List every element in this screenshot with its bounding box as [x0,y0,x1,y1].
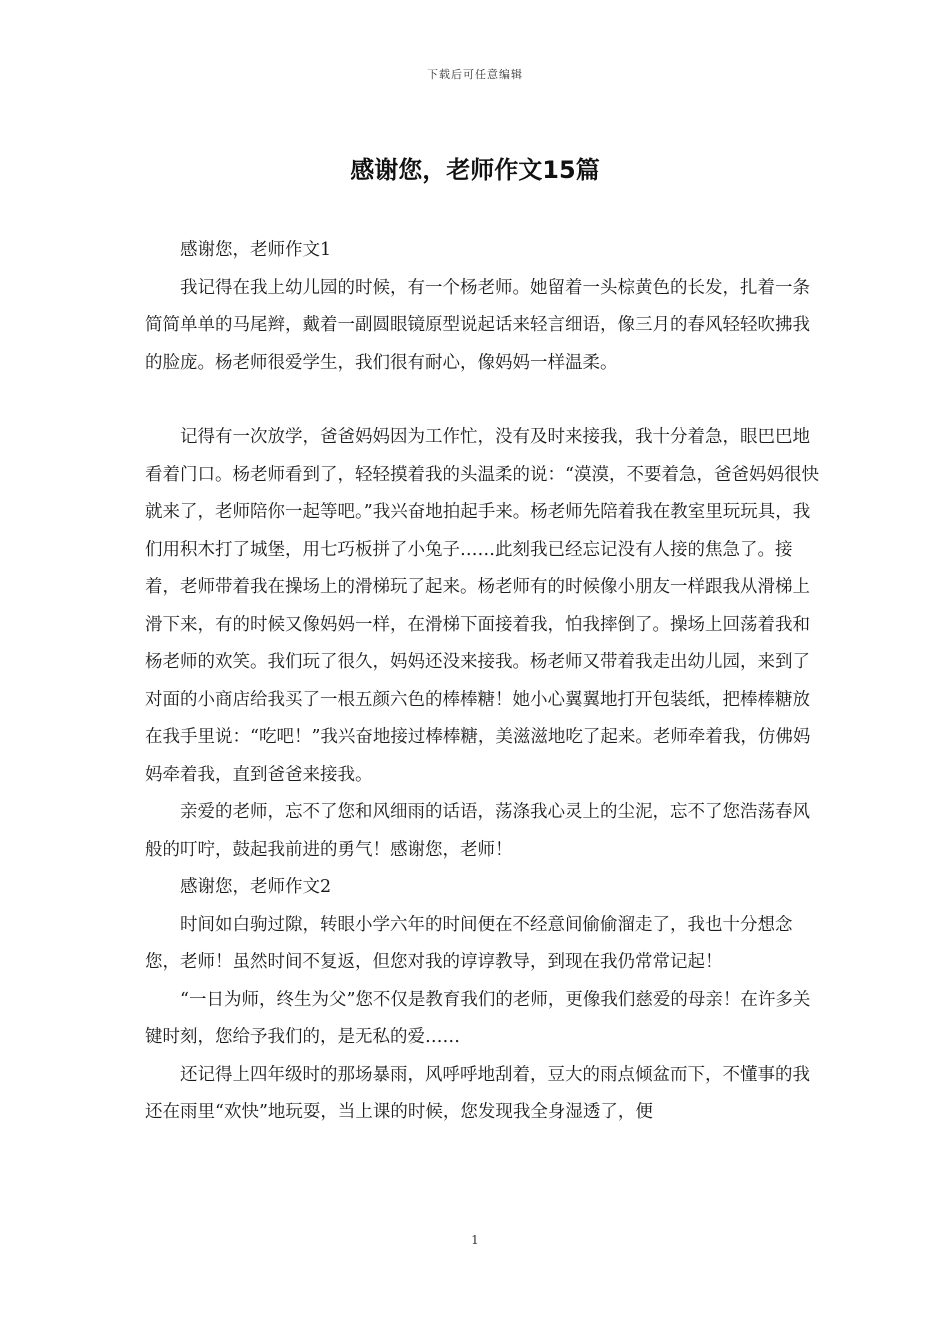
section-heading: 感谢您，老师作文2 [180,877,332,897]
page-number: 1 [471,1233,479,1247]
section-heading: 感谢您，老师作文1 [180,240,332,260]
page-header-note: 下载后可任意编辑 [427,68,523,81]
body-paragraph: 记得有一次放学，爸爸妈妈因为工作忙，没有及时来接我，我十分着急，眼巴巴地看着门口。杨老师看到了，轻轻摸着我的头温柔的说：“漠漠，不要着急，爸爸妈妈很快就来了，老师陪你一起等吧。”我兴奋地拍起手来。杨老师先陪着我在教室里玩玩具，我们用积木打了城堡，用七巧板拼了小兔子……此刻我已经忘记没有人接的焦急了。接着，老师带着我在操场上的滑梯玩了起来。杨老师有的时候像小朋友一样跟我从滑梯上滑下来，有的时候又像妈妈一样，在滑梯下面接着我，怕我摔倒了。操场上回荡着我和杨老师的欢笑。我们玩了很久，妈妈还没来接我。杨老师又带着我走出幼儿园，来到了对面的小商店给我买了一根五颜六色的棒棒糖！她小心翼翼地打开包装纸，把棒棒糖放在我手里说：“吃吧！”我兴奋地接过棒棒糖，美滋滋地吃了起来。老师牵着我，仿佛妈妈牵着我，直到爸爸来接我。 [145,427,819,785]
document-body [145,232,825,1132]
body-paragraph: 时间如白驹过隙，转眼小学六年的时间便在不经意间偷偷溜走了，我也十分想念您，老师！虽然时间不复返，但您对我的谆谆教导，到现在我仍常常记起！ [145,914,793,972]
body-paragraph: 我记得在我上幼儿园的时候，有一个杨老师。她留着一头棕黄色的长发，扎着一条简简单单的马尾辫，戴着一副圆眼镜原型说起话来轻言细语，像三月的春风轻轻吹拂我的脸庞。杨老师很爱学生，我们很有耐心，像妈妈一样温柔。 [145,277,810,373]
body-paragraph: 亲爱的老师，忘不了您和风细雨的话语，荡涤我心灵上的尘泥，忘不了您浩荡春风般的叮咛，鼓起我前进的勇气！感谢您，老师！ [145,802,810,860]
document-title: 感谢您，老师作文15篇 [350,156,600,184]
body-paragraph: 还记得上四年级时的那场暴雨，风呼呼地刮着，豆大的雨点倾盆而下，不懂事的我还在雨里“欢快”地玩耍，当上课的时候，您发现我全身湿透了，便 [145,1064,810,1122]
body-paragraph: “一日为师，终生为父”您不仅是教育我们的老师，更像我们慈爱的母亲！在许多关键时刻，您给予我们的，是无私的爱…… [145,989,811,1047]
